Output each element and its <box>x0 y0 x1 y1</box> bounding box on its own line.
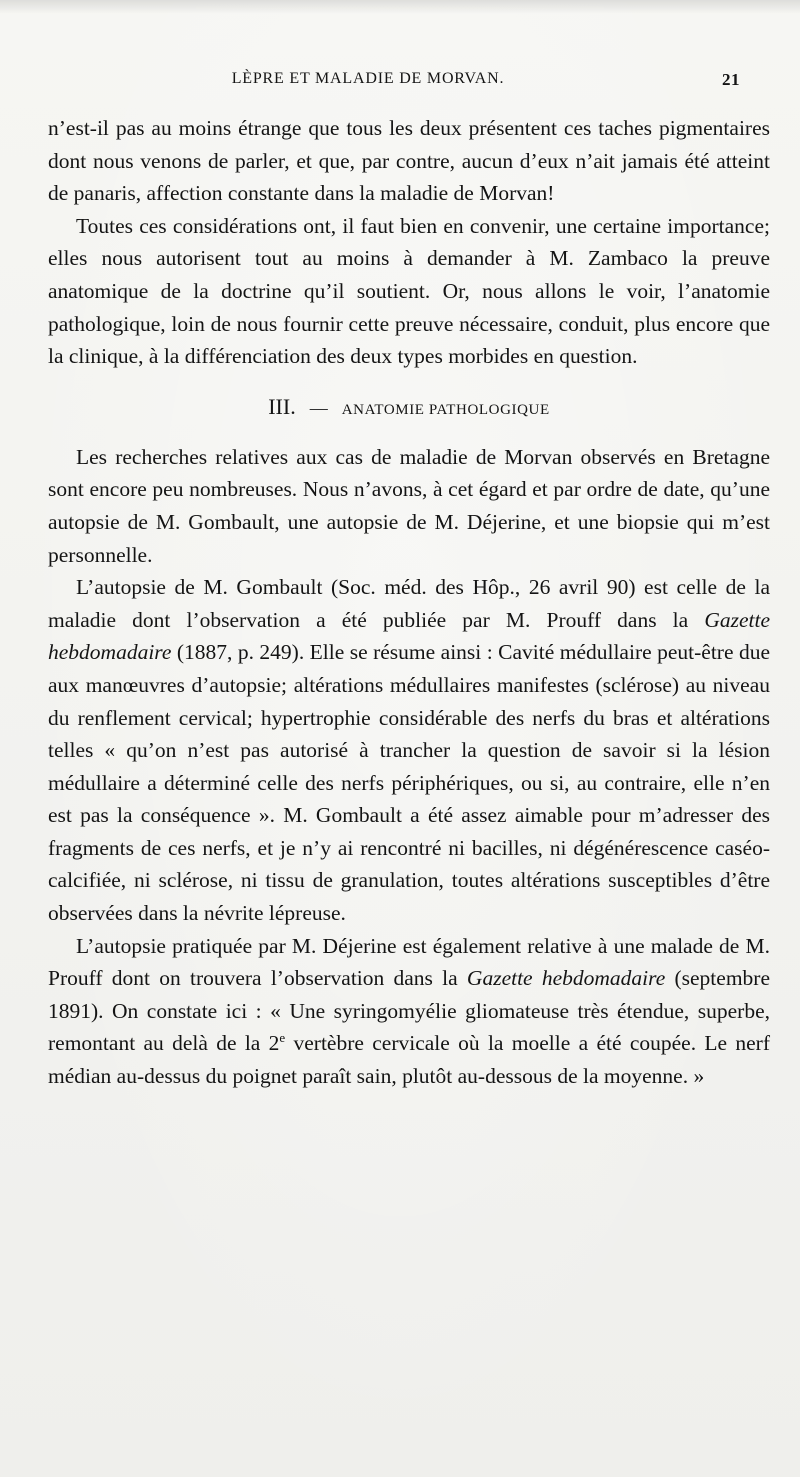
paragraph-5 <box>48 930 770 1093</box>
text-block <box>48 112 770 1093</box>
section-numeral: III. <box>268 393 296 419</box>
paragraph-5-text-b: (septembre 1891). On constate ici : « Une syringomyélie gliomateuse très étendue, superbe, remontant au delà de la 2 <box>48 966 770 1056</box>
scan-shadow <box>0 0 800 14</box>
paragraph-4-text-b: (1887, p. 249). Elle se résume ainsi : Cavité médullaire peut-être due aux manœuvres d’autopsie; altérations médullaires manifestes (sclérose) au niveau du renflement cervical; hypertrophie considérable des nerfs du bras et altérations telles « qu’on n’est pas autorisé à trancher la question de savoir si la lésion médullaire a déterminé celle des nerfs périphériques, ou si, au contraire, elle n’en est pas la conséquence ». M. Gombault a été assez aimable pour m’adresser des fragments de ces nerfs, et je n’y ai rencontré ni bacilles, ni dégénérescence caséo-calcifiée, ni sclérose, ni tissu de granulation, toutes altérations susceptibles d’être observées dans la névrite lépreuse. <box>48 640 770 926</box>
running-title: LÈPRE ET MALADIE DE MORVAN. <box>231 70 505 87</box>
paragraph-3: Les recherches relatives aux cas de maladie de Morvan observés en Bretagne sont encore peu nombreuses. Nous n’avons, à cet égard et par ordre de date, qu’une autopsie de M. Gombault, une autopsie de M. Déjerine, et une biopsie qui m’est personnelle. <box>48 444 770 567</box>
section-dash: — <box>309 397 328 418</box>
paragraph-5-text-a: L’autopsie pratiquée par M. Déjerine est également relative à une malade de M. Prouff dont on trouvera l’observation dans la <box>48 933 770 991</box>
paragraph-2: Toutes ces considérations ont, il faut bien en convenir, une certaine importance; elles nous autorisent tout au moins à demander à M. Zambaco la preuve anatomique de la doctrine qu’il soutient. Or, nous allons le voir, l’anatomie pathologique, loin de nous fournir cette preuve nécessaire, conduit, plus encore que la clinique, à la différenciation des deux types morbides en question. <box>48 213 770 369</box>
paragraph-5-text-c: vertèbre cervicale où la moelle a été coupée. Le nerf médian au-dessus du poignet paraît sain, plutôt au-dessous de la moyenne. » <box>48 1031 770 1089</box>
journal-title: Gazette hebdomadaire <box>48 607 770 665</box>
journal-title: Gazette hebdomadaire <box>466 966 666 991</box>
running-header <box>48 70 748 96</box>
section-title: ANATOMIE PATHOLOGIQUE <box>341 401 550 418</box>
paragraph-4-text-a: L’autopsie de M. Gombault (Soc. méd. des Hôp., 26 avril 90) est celle de la maladie dont l’observation a été publiée par M. Prouff dans la <box>48 575 770 632</box>
paragraph-4 <box>48 571 770 930</box>
paragraph-1: n’est-il pas au moins étrange que tous les deux présentent ces taches pigmentaires dont nous venons de parler, et que, par contre, aucun d’eux n’ait jamais été atteint de panaris, affection constante dans la maladie de Morvan! <box>48 116 770 206</box>
section-heading <box>48 387 770 427</box>
page-number: 21 <box>722 70 740 89</box>
ordinal-superscript: e <box>279 1030 286 1046</box>
